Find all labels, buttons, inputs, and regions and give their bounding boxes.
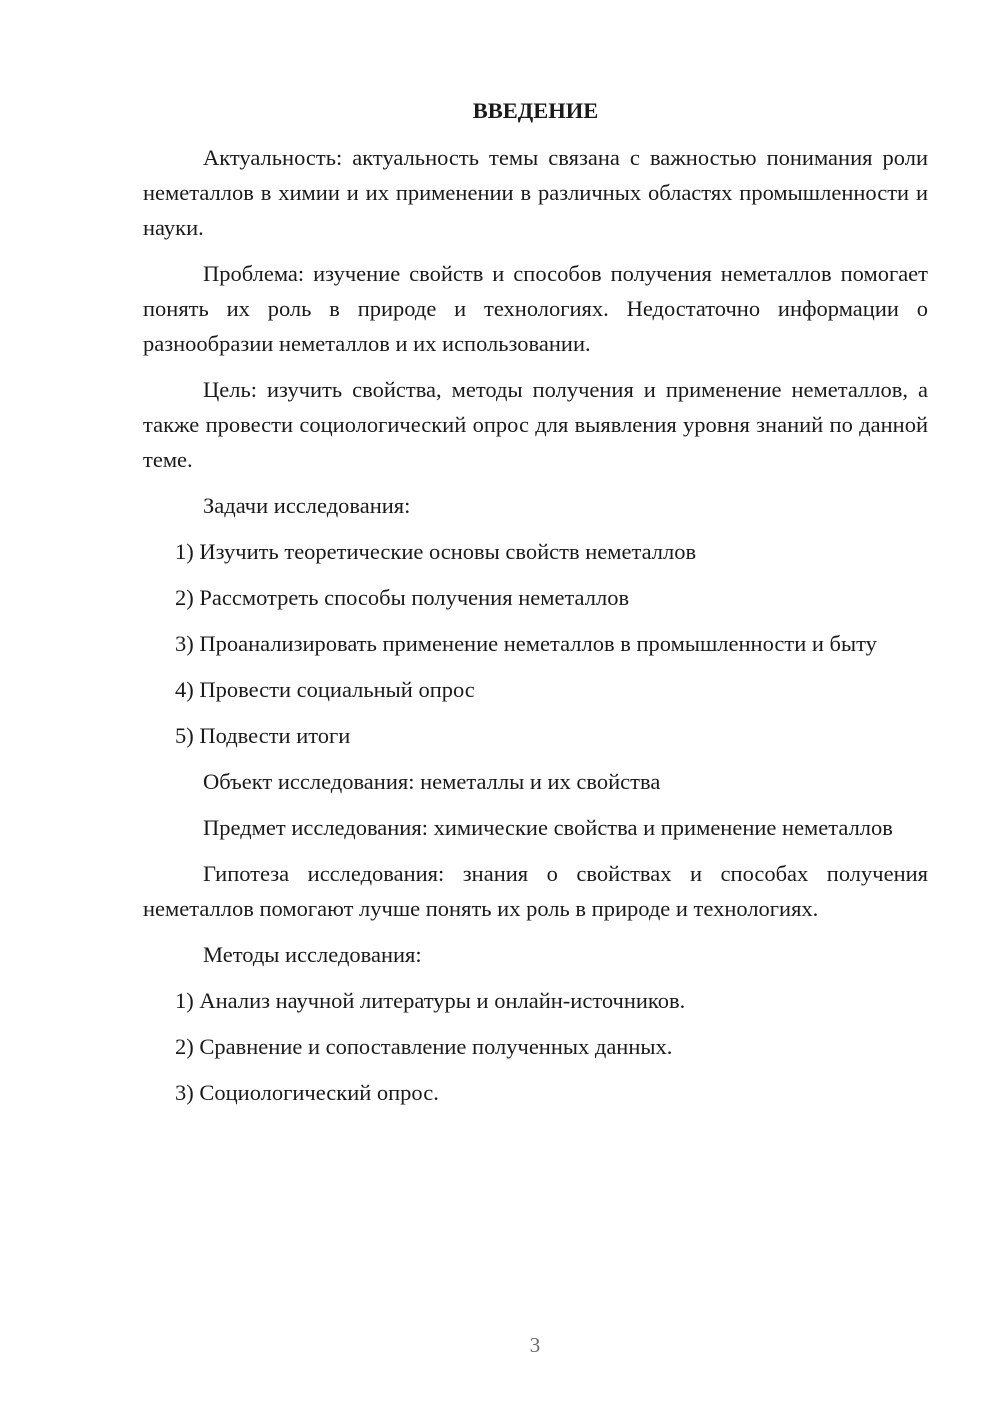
method-item-1: 1) Анализ научной литературы и онлайн-источников.: [175, 988, 686, 1013]
task-item-4: 4) Провести социальный опрос: [175, 677, 475, 702]
relevance-paragraph: Актуальность: актуальность темы связана с важностью понимания роли неметаллов в химии и их применении в различных областях промышленности и науки.: [143, 145, 928, 240]
goal-paragraph: Цель: изучить свойства, методы получения и применение неметаллов, а также провести социологический опрос для выявления уровня знаний по данной теме.: [143, 377, 928, 472]
problem-paragraph: Проблема: изучение свойств и способов получения неметаллов помогает понять их роль в природе и технологиях. Недостаточно информации о разнообразии неметаллов и их использовании.: [143, 261, 928, 356]
page-title: ВВЕДЕНИЕ: [472, 98, 599, 123]
methods-heading: Методы исследования:: [203, 942, 422, 967]
task-item-5: 5) Подвести итоги: [175, 723, 351, 748]
object-paragraph: Объект исследования: неметаллы и их свойства: [203, 769, 661, 794]
task-item-3: 3) Проанализировать применение неметаллов в промышленности и быту: [175, 631, 877, 656]
hypothesis-paragraph: Гипотеза исследования: знания о свойствах и способах получения неметаллов помогают лучше понять их роль в природе и технологиях.: [143, 861, 928, 921]
tasks-heading: Задачи исследования:: [203, 493, 411, 518]
task-item-2: 2) Рассмотреть способы получения неметаллов: [175, 585, 630, 610]
page-number: 3: [529, 1333, 541, 1357]
subject-paragraph: Предмет исследования: химические свойства и применение неметаллов: [203, 815, 893, 840]
page-content: [143, 93, 928, 1121]
task-item-1: 1) Изучить теоретические основы свойств неметаллов: [175, 539, 697, 564]
method-item-2: 2) Сравнение и сопоставление полученных данных.: [175, 1034, 673, 1059]
method-item-3: 3) Социологический опрос.: [175, 1080, 439, 1105]
